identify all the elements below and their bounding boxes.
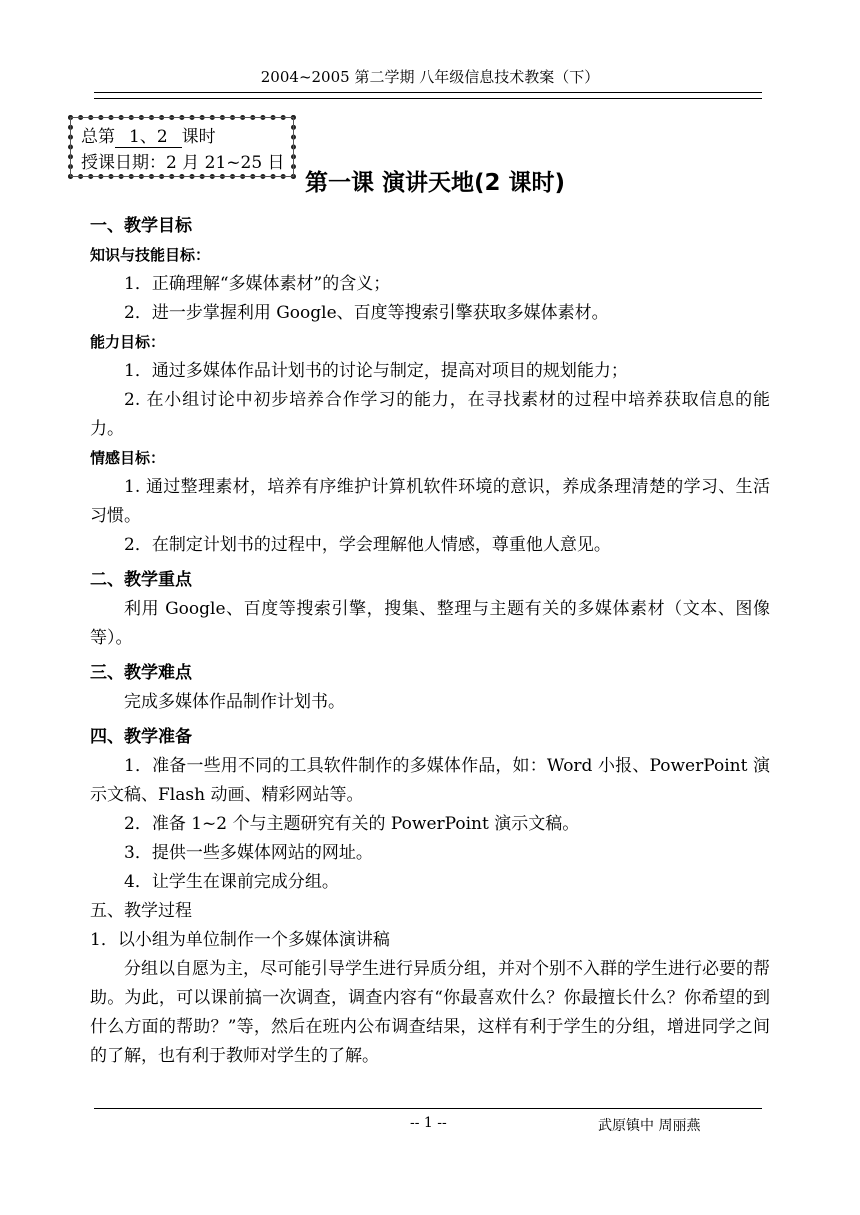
- document-body: [90, 212, 770, 1071]
- footer-author: 武原镇中 周丽燕: [598, 1118, 701, 1134]
- page-header: 2004~2005 第二学期 八年级信息技术教案（下）: [260, 68, 600, 86]
- section-heading-difficulties: 三、教学难点: [90, 663, 192, 683]
- lesson-period-suffix: 课时: [181, 127, 216, 147]
- lesson-info-box: [68, 115, 296, 179]
- lesson-period-value: 1、2: [115, 127, 182, 148]
- section-heading-process: 五、教学过程: [90, 901, 192, 921]
- preparation-item-2: 2．准备 1~2 个与主题研究有关的 PowerPoint 演示文稿。: [124, 814, 580, 834]
- ability-item-1: 1．通过多媒体作品计划书的讨论与制定，提高对项目的规划能力；: [124, 361, 628, 381]
- emotion-label: 情感目标：: [90, 449, 166, 467]
- knowledge-item-1: 1．正确理解“多媒体素材”的含义；: [124, 274, 391, 294]
- key-points-body: 利用 Google、百度等搜索引擎，搜集、整理与主题有关的多媒体素材（文本、图像等）。: [90, 599, 770, 648]
- process-subheading: 1．以小组为单位制作一个多媒体演讲稿: [90, 930, 390, 950]
- footer-rule: [94, 1108, 762, 1109]
- page-number: -- 1 --: [410, 1115, 447, 1131]
- ability-item-2: 2. 在小组讨论中初步培养合作学习的能力，在寻找素材的过程中培养获取信息的能力。: [90, 390, 770, 439]
- section-heading-preparation: 四、教学准备: [90, 727, 192, 747]
- lesson-title: 第一课 演讲天地(2 课时): [305, 170, 566, 196]
- process-body: 分组以自愿为主，尽可能引导学生进行异质分组，并对个别不入群的学生进行必要的帮助。为此，可以课前搞一次调查，调查内容有“你最喜欢什么？你最擅长什么？你希望的到什么方面的帮助？”等，然后在班内公布调查结果，这样有利于学生的分组，增进同学之间的了解，也有利于教师对学生的了解。: [90, 959, 770, 1066]
- lesson-period-line: [81, 124, 291, 150]
- lesson-period-prefix: 总第: [81, 127, 115, 147]
- preparation-item-3: 3．提供一些多媒体网站的网址。: [124, 843, 373, 863]
- ability-label: 能力目标：: [90, 333, 166, 351]
- header-rule-thick: [94, 92, 762, 93]
- knowledge-skill-label: 知识与技能目标：: [90, 246, 211, 264]
- knowledge-item-2: 2．进一步掌握利用 Google、百度等搜索引擎获取多媒体素材。: [124, 303, 609, 323]
- lesson-date-line: 授课日期：2 月 21~25 日: [81, 153, 285, 173]
- emotion-item-2: 2．在制定计划书的过程中，学会理解他人情感，尊重他人意见。: [124, 535, 611, 555]
- section-heading-key-points: 二、教学重点: [90, 570, 192, 590]
- preparation-item-4: 4．让学生在课前完成分组。: [124, 872, 339, 892]
- section-heading-objectives: 一、教学目标: [90, 216, 192, 236]
- header-rule-thin: [94, 98, 762, 99]
- emotion-item-1: 1. 通过整理素材，培养有序维护计算机软件环境的意识，养成条理清楚的学习、生活习惯。: [90, 477, 770, 526]
- preparation-item-1: 1．准备一些用不同的工具软件制作的多媒体作品，如：Word 小报、PowerPoint 演示文稿、Flash 动画、精彩网站等。: [90, 756, 770, 805]
- difficulties-body: 完成多媒体作品制作计划书。: [124, 692, 345, 712]
